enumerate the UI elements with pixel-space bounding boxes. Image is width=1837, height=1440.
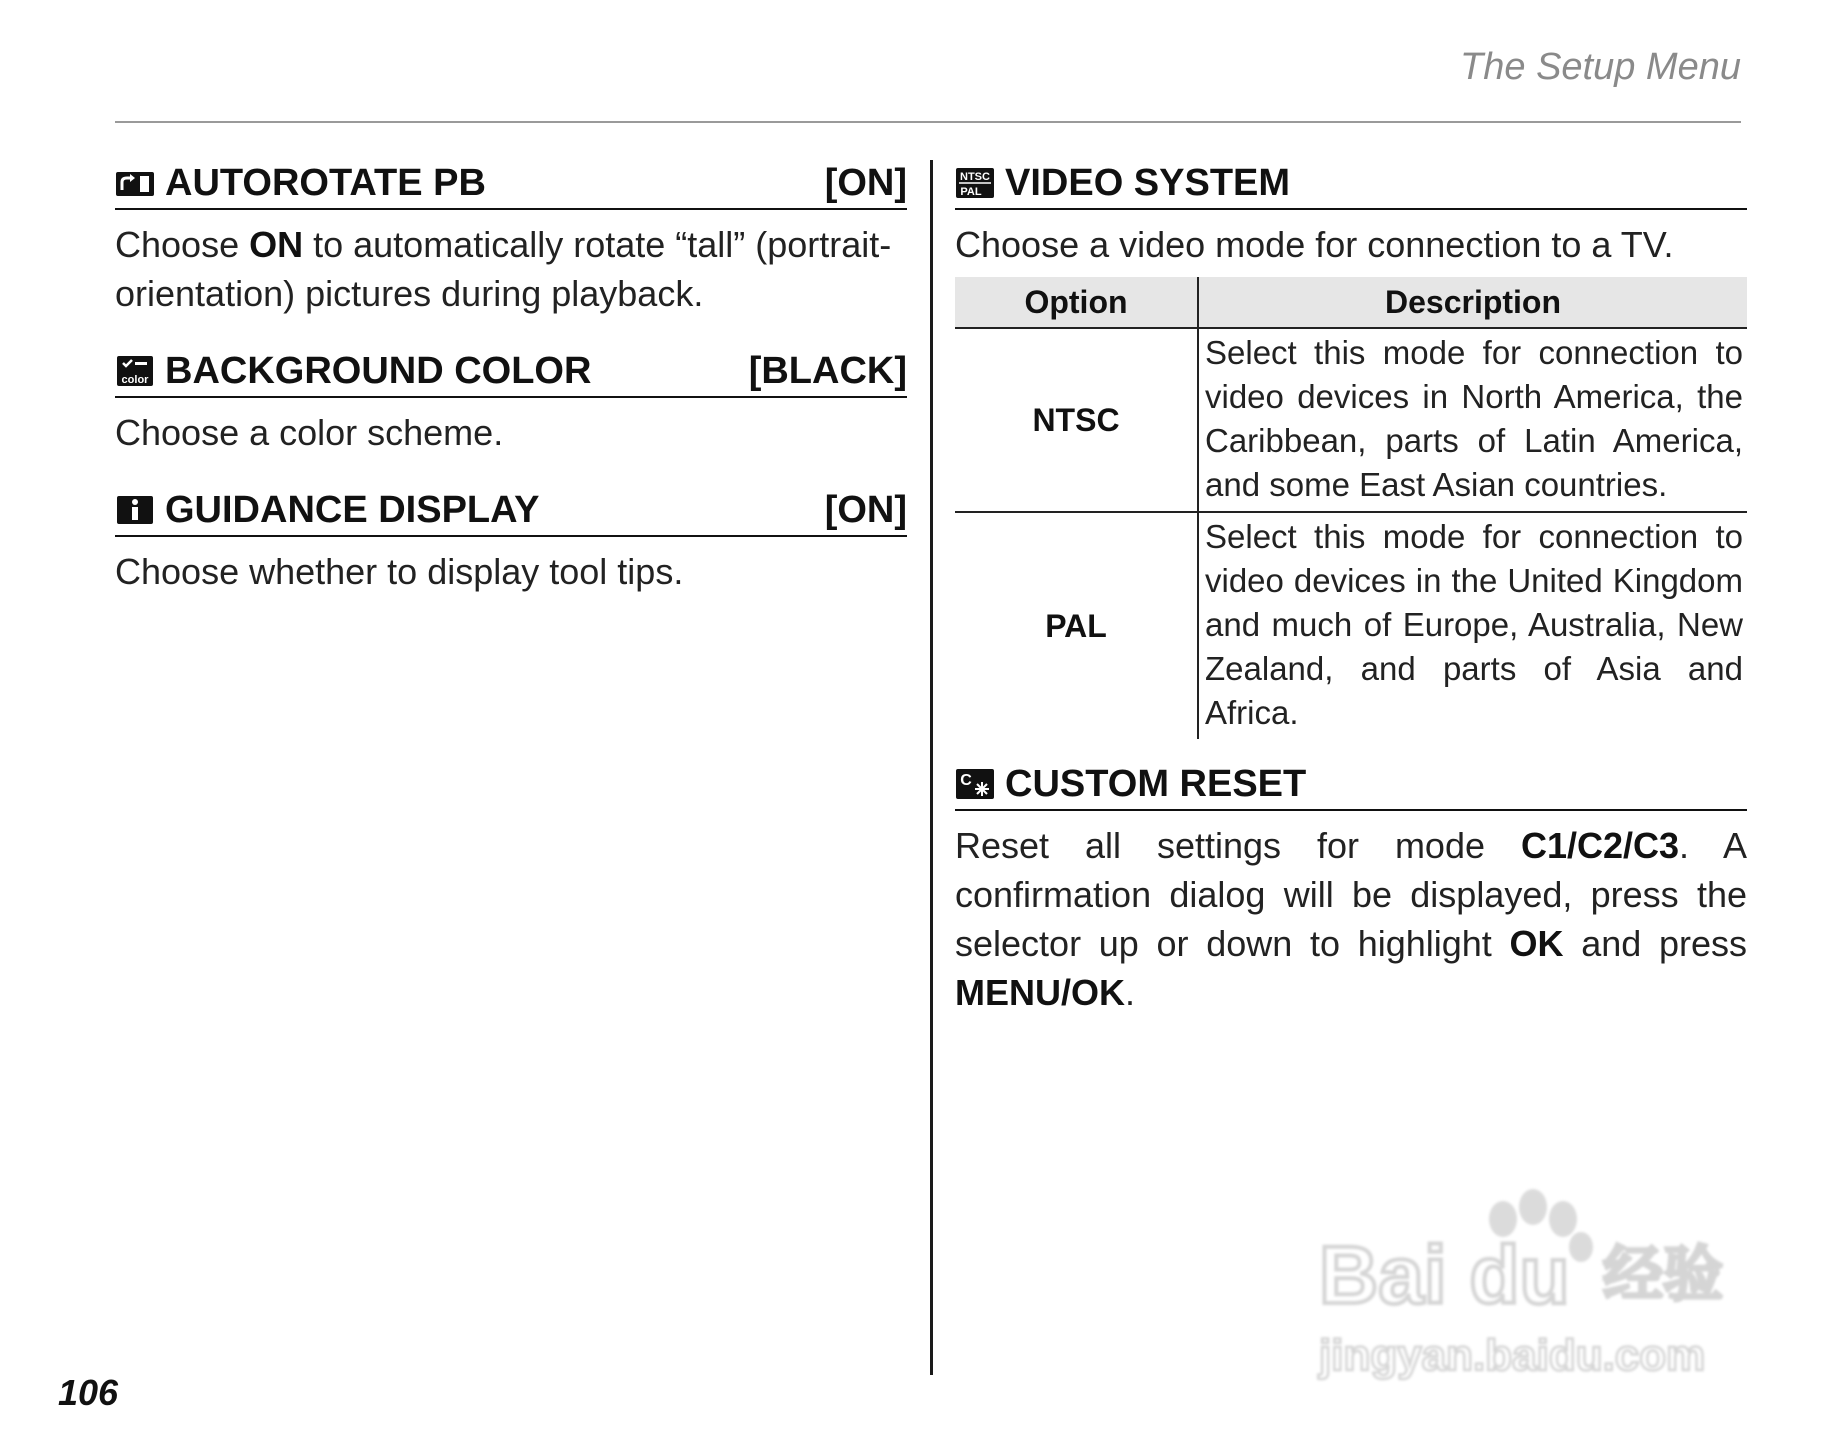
ntsc-pal-icon (955, 168, 995, 198)
video-options-table (955, 277, 1747, 739)
right-column (955, 160, 1747, 1047)
baidu-watermark (1315, 1185, 1755, 1385)
guidance-display-description: Choose whether to display tool tips. (115, 551, 684, 592)
custom-reset-heading (955, 761, 1747, 811)
autorotate-description: Choose ON to automatically rotate “tall” (portrait-orientation) pictures during playback. (115, 224, 892, 314)
background-color-heading (115, 348, 907, 398)
on-keyword: ON (249, 224, 304, 265)
autorotate-heading (115, 160, 907, 210)
background-color-value: [BLACK] (748, 349, 907, 392)
ok-keyword: OK (1509, 923, 1564, 964)
menu-ok-keyword: MENU/OK (955, 972, 1125, 1013)
autorotate-title: AUTOROTATE PB (165, 161, 486, 204)
video-system-title: VIDEO SYSTEM (1005, 161, 1291, 204)
left-column (115, 160, 907, 626)
table-row (955, 512, 1747, 739)
color-icon (115, 356, 155, 386)
svg-text:Bai du: Bai du (1319, 1230, 1570, 1321)
custom-reset-title: CUSTOM RESET (1005, 762, 1307, 805)
svg-text:NTSC: NTSC (960, 171, 990, 183)
custom-reset-icon (955, 769, 995, 799)
option-ntsc: NTSC (955, 328, 1198, 512)
svg-text:PAL: PAL (960, 186, 982, 198)
pal-description: Select this mode for connection to video devices in the United Kingdom and much of Europe, Australia, New Zealand, and parts of Asia and Africa. (1205, 518, 1743, 731)
autorotate-value: [ON] (824, 161, 907, 204)
info-icon (115, 495, 155, 525)
mode-keyword: C1/C2/C3 (1520, 825, 1680, 866)
svg-text:jingyan.baidu.com: jingyan.baidu.com (1319, 1331, 1706, 1380)
guidance-display-title: GUIDANCE DISPLAY (165, 488, 540, 531)
custom-reset-description: Reset all settings for mode C1/C2/C3. A confirmation dialog will be displayed, press the selector up or down to highlight OK and press MENU/OK. (955, 825, 1748, 1013)
table-row (955, 328, 1747, 512)
video-system-description: Choose a video mode for connection to a TV. (955, 224, 1674, 265)
background-color-title: BACKGROUND COLOR (165, 349, 592, 392)
table-header-row (955, 277, 1747, 328)
option-column-header: Option (955, 277, 1198, 328)
svg-text:经验: 经验 (1603, 1240, 1723, 1310)
svg-text:color: color (121, 374, 149, 386)
autorotate-icon (115, 168, 155, 198)
video-system-heading (955, 160, 1747, 210)
column-divider (930, 160, 933, 1375)
svg-text:C: C (960, 772, 972, 789)
background-color-description: Choose a color scheme. (115, 412, 504, 453)
running-head: The Setup Menu (1460, 46, 1741, 88)
ntsc-description: Select this mode for connection to video devices in North America, the Caribbean, parts of Latin America, and some East Asian countries. (1198, 328, 1747, 512)
top-rule (115, 121, 1741, 123)
option-pal: PAL (955, 512, 1198, 739)
page-number: 106 (58, 1372, 119, 1413)
description-column-header: Description (1198, 277, 1747, 328)
guidance-display-value: [ON] (824, 488, 907, 531)
guidance-display-heading (115, 487, 907, 537)
